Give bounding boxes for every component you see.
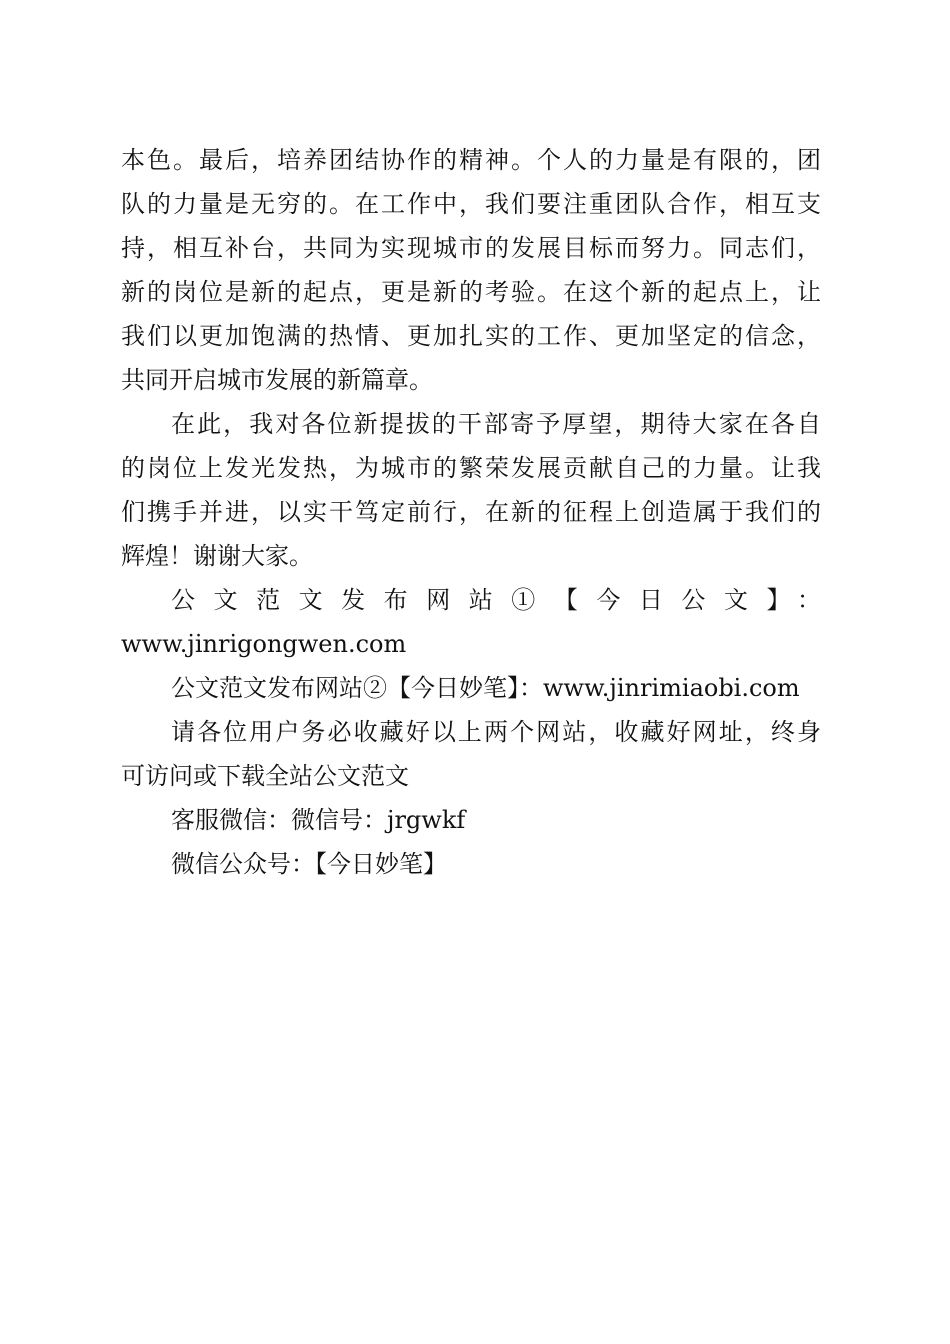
reminder-line: 可访问或下载全站公文范文	[121, 762, 409, 790]
paragraph-1-line: 持，相互补台，共同为实现城市的发展目标而努力。同志们，	[121, 234, 821, 262]
wechat-public-line: 微信公众号：【今日妙笔】	[171, 850, 447, 878]
paragraph-2-line: 们携手并进，以实干笃定前行，在新的征程上创造属于我们的	[121, 498, 821, 526]
reminder-line: 请各位用户务必收藏好以上两个网站，收藏好网址，终身	[171, 718, 821, 746]
site-1-url: www.jinrigongwen.com	[121, 630, 407, 658]
wechat-service-line: 客服微信：微信号：jrgwkf	[171, 806, 466, 834]
paragraph-2-line: 在此，我对各位新提拔的干部寄予厚望，期待大家在各自	[171, 410, 821, 438]
paragraph-1-line: 共同开启城市发展的新篇章。	[121, 366, 433, 394]
paragraph-1-line: 本色。最后，培养团结协作的精神。个人的力量是有限的，团	[121, 146, 821, 174]
paragraph-2-line: 的岗位上发光发热，为城市的繁荣发展贡献自己的力量。让我	[121, 454, 821, 482]
site-2-line: 公文范文发布网站②【今日妙笔】：www.jinrimiaobi.com	[171, 674, 800, 702]
paragraph-1-line: 队的力量是无穷的。在工作中，我们要注重团队合作，相互支	[121, 190, 821, 218]
site-1-label: 公文范文发布网站①【今日公文】：	[171, 586, 821, 614]
paragraph-2-line: 辉煌！谢谢大家。	[121, 542, 313, 570]
document-body	[121, 138, 821, 886]
paragraph-1-line: 我们以更加饱满的热情、更加扎实的工作、更加坚定的信念，	[121, 322, 821, 350]
paragraph-1-line: 新的岗位是新的起点，更是新的考验。在这个新的起点上，让	[121, 278, 821, 306]
